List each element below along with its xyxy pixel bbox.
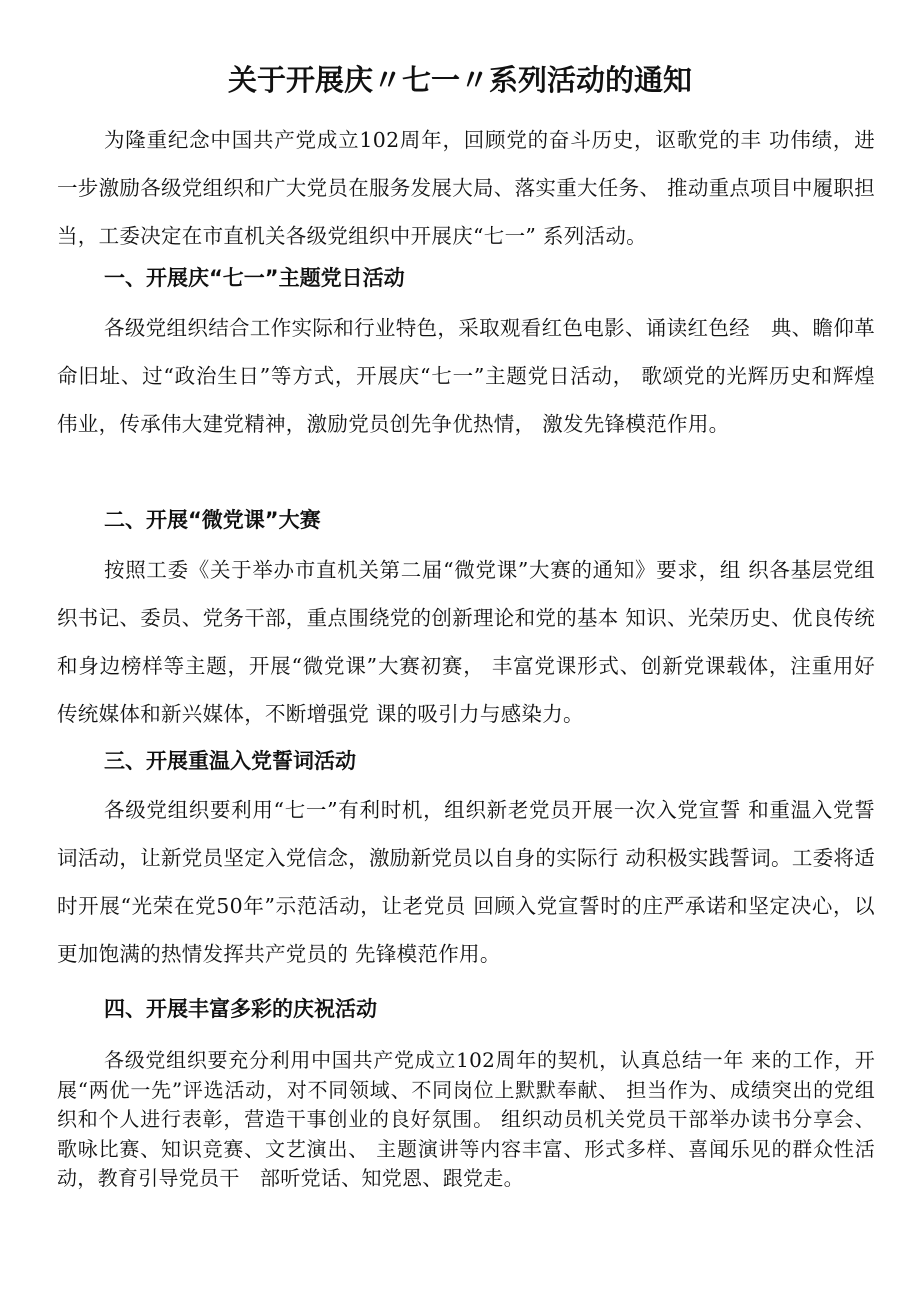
intro-paragraph: 为隆重纪念中国共产党成立102周年，回顾党的奋斗历史，讴歌党的丰 功伟绩，进一步激励各级党组织和广大党员在服务发展大局、落实重大任务、 推动重点项目中履职担当，工委决定在市直机关各级党组织中开展庆“七一” 系列活动。 (57, 128, 876, 248)
section-3-heading: 三、开展重温入党誓词活动 (104, 749, 356, 773)
section-1-heading: 一、开展庆“七一”主题党日活动 (104, 266, 405, 290)
section-1-body: 各级党组织结合工作实际和行业特色，采取观看红色电影、诵读红色经 典、瞻仰革命旧址、过“政治生日”等方式，开展庆“七一”主题党日活动， 歌颂党的光辉历史和辉煌伟业，传承伟大建党精神，激励党员创先争优热情， 激发先锋模范作用。 (57, 316, 875, 436)
section-2-heading: 二、开展“微党课”大赛 (104, 508, 321, 532)
section-2-body: 按照工委《关于举办市直机关第二届“微党课”大赛的通知》要求，组 织各基层党组织书记、委员、党务干部，重点围绕党的创新理论和党的基本 知识、光荣历史、优良传统和身边榜样等主题，开展“微党课”大赛初赛， 丰富党课形式、创新党课载体，注重用好传统媒体和新兴媒体，不断增强党 课的吸引力与感染力。 (57, 558, 876, 726)
document-title: 关于开展庆〃七一〃系列活动的通知 (227, 63, 692, 97)
section-3-body: 各级党组织要利用“七一”有利时机，组织新老党员开展一次入党宣誓 和重温入党誓词活动，让新党员坚定入党信念，激励新党员以自身的实际行 动积极实践誓词。工委将适时开展“光荣在党50年”示范活动，让老党员 回顾入党宣誓时的庄严承诺和坚定决心，以更加饱满的热情发挥共产党员的 先锋模范作用。 (57, 798, 876, 966)
section-4-heading: 四、开展丰富多彩的庆祝活动 (104, 997, 377, 1021)
section-4-body: 各级党组织要充分利用中国共产党成立102周年的契机，认真总结一年 来的工作，开展“两优一先”评选活动，对不同领域、不同岗位上默默奉献、 担当作为、成绩突出的党组织和个人进行表彰，营造干事创业的良好氛围。 组织动员机关党员干部举办读书分享会、歌咏比赛、知识竞赛、文艺演出、 主题演讲等内容丰富、形式多样、喜闻乐见的群众性活动，教育引导党员干 部听党话、知党恩、跟党走。 (57, 1048, 875, 1190)
